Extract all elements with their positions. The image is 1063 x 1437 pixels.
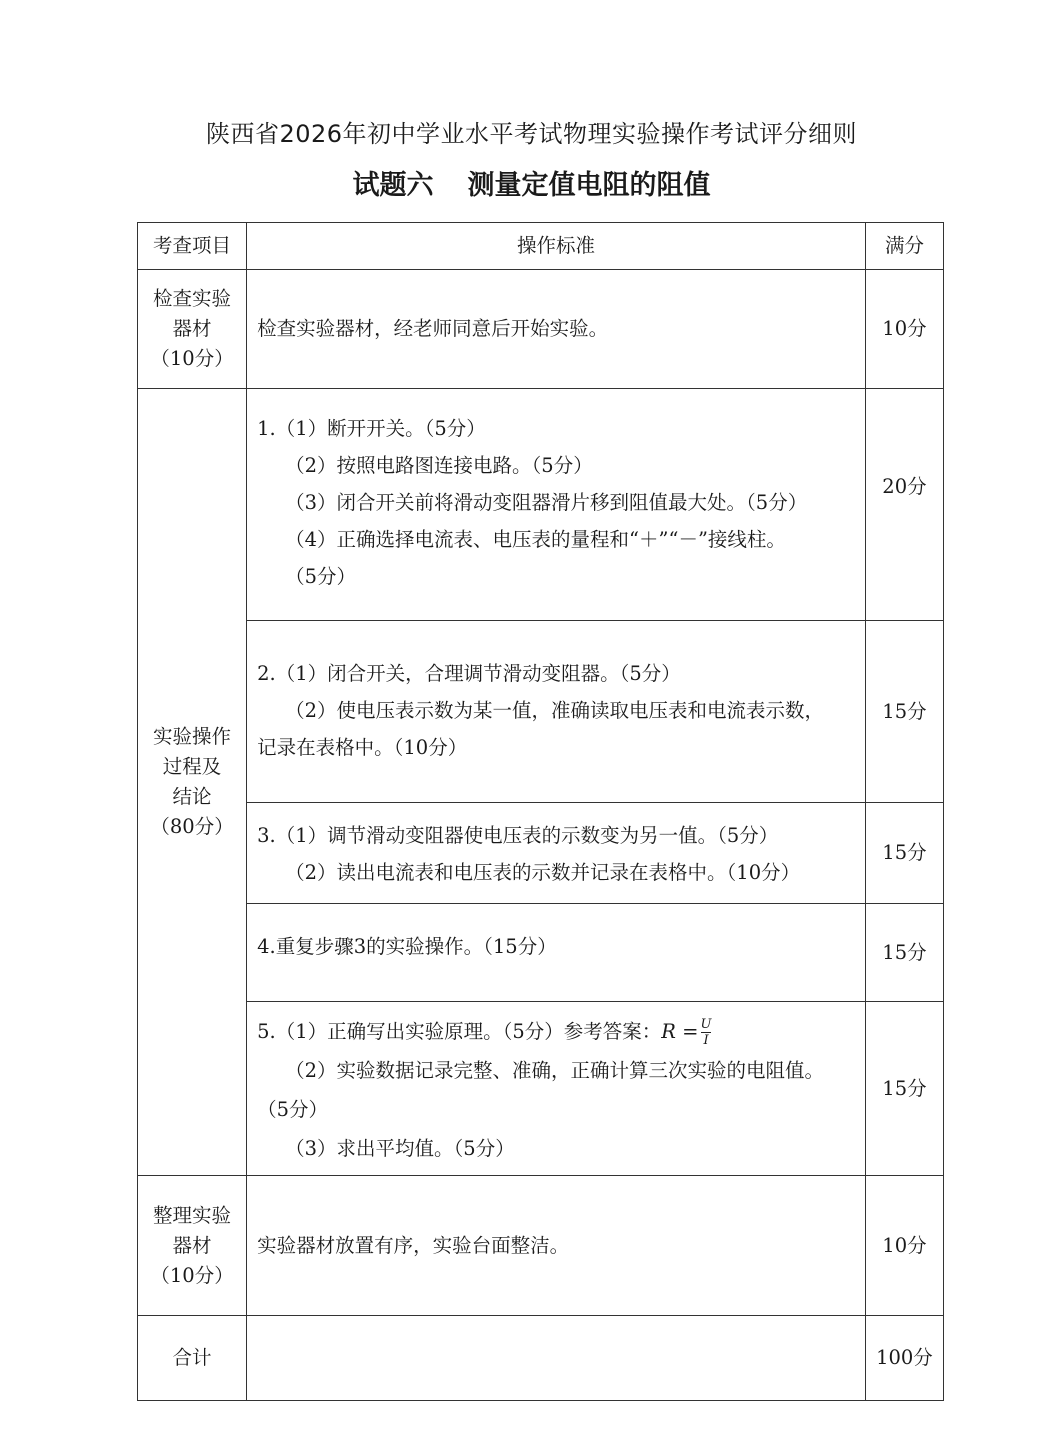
step5-line: 5.（1）正确写出实验原理。（5分）参考答案： xyxy=(257,1020,662,1043)
step1-line: （2）按照电路图连接电路。（5分） xyxy=(285,454,593,477)
tidy-row xyxy=(138,1176,944,1316)
step4-row xyxy=(138,904,944,1002)
tidy-category-line: （10分） xyxy=(150,1263,234,1287)
step5-line: （2）实验数据记录完整、准确，正确计算三次实验的电阻值。 xyxy=(285,1059,825,1082)
header-category: 考查项目 xyxy=(138,223,247,270)
process-category-line: 结论 xyxy=(172,785,212,808)
step4-score: 15分 xyxy=(865,904,943,1002)
check-category-line: （10分） xyxy=(150,347,234,370)
step1-line: （3）闭合开关前将滑动变阻器滑片移到阻值最大处。（5分） xyxy=(285,491,808,514)
step3-standard xyxy=(247,803,866,904)
subtitle-question-number: 试题六 xyxy=(352,170,434,201)
document-subtitle xyxy=(0,163,1063,202)
check-category-line: 检查实验 xyxy=(153,287,232,310)
tidy-standard-text: 实验器材放置有序，实验台面整洁。 xyxy=(257,1233,570,1257)
step1-row xyxy=(138,389,944,621)
check-category-line: 器材 xyxy=(172,317,212,340)
total-row xyxy=(138,1316,944,1401)
tidy-category xyxy=(138,1176,247,1316)
total-score: 100分 xyxy=(865,1316,943,1401)
formula-fraction xyxy=(701,1018,712,1047)
step1-line: （5分） xyxy=(285,565,357,588)
step1-score: 20分 xyxy=(865,389,943,621)
step5-line: （5分） xyxy=(257,1098,329,1121)
step1-line: （4）正确选择电流表、电压表的量程和“＋”“－”接线柱。 xyxy=(285,528,786,551)
process-category xyxy=(138,389,247,1176)
header-standard: 操作标准 xyxy=(247,223,866,270)
step4-standard xyxy=(247,904,866,1002)
total-standard xyxy=(247,1316,866,1401)
step2-score: 15分 xyxy=(865,621,943,803)
formula-numerator: U xyxy=(700,1017,712,1032)
tidy-score: 10分 xyxy=(865,1176,943,1316)
step1-standard xyxy=(247,389,866,621)
check-score: 10分 xyxy=(865,270,943,389)
step3-line: （2）读出电流表和电压表的示数并记录在表格中。（10分） xyxy=(285,861,801,884)
step5-score: 15分 xyxy=(865,1002,943,1176)
step1-line: 1.（1）断开开关。（5分） xyxy=(257,417,486,440)
check-standard xyxy=(247,270,866,389)
tidy-category-line: 整理实验 xyxy=(153,1203,232,1227)
step2-line: 记录在表格中。（10分） xyxy=(257,736,468,759)
step5-standard xyxy=(247,1002,866,1176)
tidy-category-line: 器材 xyxy=(172,1233,212,1257)
step2-standard xyxy=(247,621,866,803)
document-title: 陕西省2026年初中学业水平考试物理实验操作考试评分细则 xyxy=(205,120,858,148)
check-standard-text: 检查实验器材，经老师同意后开始实验。 xyxy=(257,317,609,340)
formula-denominator: I xyxy=(703,1033,709,1048)
step3-score: 15分 xyxy=(865,803,943,904)
process-category-line: 过程及 xyxy=(162,755,222,778)
total-label: 合计 xyxy=(138,1316,247,1401)
check-row xyxy=(138,270,944,389)
step3-row xyxy=(138,803,944,904)
check-category xyxy=(138,270,247,389)
step2-line: 2.（1）闭合开关，合理调节滑动变阻器。（5分） xyxy=(257,662,681,685)
process-category-line: 实验操作 xyxy=(153,725,232,748)
header-row xyxy=(138,223,944,270)
scoring-table xyxy=(137,222,944,1401)
step3-line: 3.（1）调节滑动变阻器使电压表的示数变为另一值。（5分） xyxy=(257,824,779,847)
process-category-line: （80分） xyxy=(150,815,234,838)
step2-line: （2）使电压表示数为某一值，准确读取电压表和电流表示数， xyxy=(285,699,825,722)
subtitle-topic: 测量定值电阻的阻值 xyxy=(467,170,711,201)
step5-line-formula xyxy=(257,1012,859,1051)
formula-lhs: R = xyxy=(661,1020,699,1043)
tidy-standard xyxy=(247,1176,866,1316)
step2-row xyxy=(138,621,944,803)
step5-line: （3）求出平均值。（5分） xyxy=(285,1137,515,1160)
step5-row xyxy=(138,1002,944,1176)
header-score: 满分 xyxy=(865,223,943,270)
step4-line: 4.重复步骤3的实验操作。（15分） xyxy=(257,935,557,958)
